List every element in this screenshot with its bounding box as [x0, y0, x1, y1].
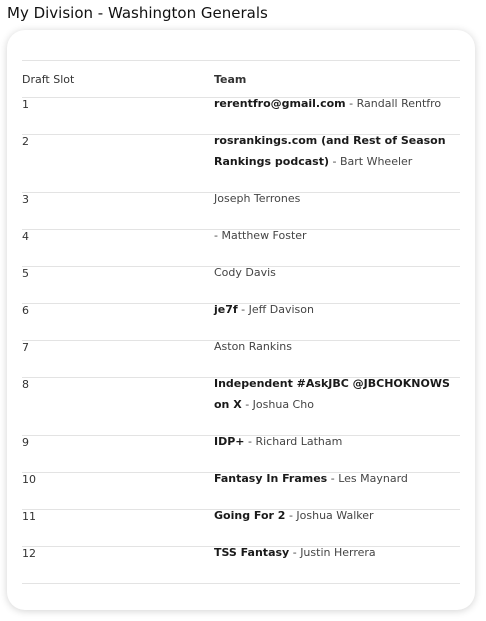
separator: - — [292, 546, 301, 559]
table-row — [22, 510, 460, 547]
owner-name: Les Maynard — [338, 472, 408, 485]
team-cell — [214, 473, 460, 510]
team-cell — [214, 510, 460, 547]
team-name: je7f — [214, 303, 238, 316]
table-row — [22, 473, 460, 510]
division-card — [7, 30, 475, 610]
table-row — [22, 267, 460, 304]
team-cell — [214, 341, 460, 378]
owner-name: Matthew Foster — [221, 229, 307, 242]
team-cell — [214, 193, 460, 230]
column-header-draft-slot: Draft Slot — [22, 61, 214, 98]
owner-name: Cody Davis — [214, 266, 276, 279]
team-cell — [214, 547, 460, 584]
team-name: Fantasy In Frames — [214, 472, 328, 485]
separator: - — [245, 398, 253, 411]
team-name: IDP+ — [214, 435, 245, 448]
draft-slot-cell: 2 — [22, 135, 214, 193]
draft-slot-cell: 5 — [22, 267, 214, 304]
draft-slot-cell: 7 — [22, 341, 214, 378]
team-name: rerentfro@gmail.com — [214, 97, 346, 110]
draft-slot-cell: 12 — [22, 547, 214, 584]
team-name: Independent #AskJBC @JBCHOKNOWS on X — [214, 377, 450, 411]
table-row — [22, 304, 460, 341]
owner-name: Justin Herrera — [300, 546, 376, 559]
team-cell — [214, 135, 460, 193]
separator: - — [288, 509, 297, 522]
separator: - — [349, 97, 357, 110]
table-row — [22, 436, 460, 473]
team-name: TSS Fantasy — [214, 546, 290, 559]
table-row — [22, 135, 460, 193]
owner-name: Bart Wheeler — [339, 155, 413, 168]
owner-name: Aston Rankins — [214, 340, 293, 353]
owner-name: Randall Rentfro — [356, 97, 442, 110]
team-name: rosrankings.com (and Rest of Season Rankings podcast) — [214, 134, 446, 168]
owner-name: Richard Latham — [255, 435, 343, 448]
draft-slot-cell: 9 — [22, 436, 214, 473]
team-cell — [214, 378, 460, 436]
draft-order-table — [22, 60, 460, 584]
draft-slot-cell: 3 — [22, 193, 214, 230]
column-header-team: Team — [214, 61, 460, 98]
team-cell — [214, 230, 460, 267]
draft-slot-cell: 8 — [22, 378, 214, 436]
table-row — [22, 193, 460, 230]
separator: - — [248, 435, 256, 448]
draft-slot-cell: 4 — [22, 230, 214, 267]
team-cell — [214, 98, 460, 135]
table-row — [22, 98, 460, 135]
owner-name: Joshua Walker — [296, 509, 374, 522]
separator: - — [214, 229, 222, 242]
page-title: My Division - Washington Generals — [7, 4, 268, 22]
draft-slot-cell: 1 — [22, 98, 214, 135]
team-cell — [214, 436, 460, 473]
table-row — [22, 378, 460, 436]
owner-name: Jeff Davison — [248, 303, 314, 316]
table-row — [22, 547, 460, 584]
owner-name: Joshua Cho — [252, 398, 314, 411]
table-header-row — [22, 61, 460, 98]
team-name: Going For 2 — [214, 509, 286, 522]
team-cell — [214, 304, 460, 341]
separator: - — [330, 472, 339, 485]
draft-slot-cell: 6 — [22, 304, 214, 341]
separator: - — [332, 155, 340, 168]
separator: - — [241, 303, 249, 316]
owner-name: Joseph Terrones — [214, 192, 301, 205]
draft-slot-cell: 10 — [22, 473, 214, 510]
team-cell — [214, 267, 460, 304]
table-row — [22, 230, 460, 267]
draft-slot-cell: 11 — [22, 510, 214, 547]
table-row — [22, 341, 460, 378]
